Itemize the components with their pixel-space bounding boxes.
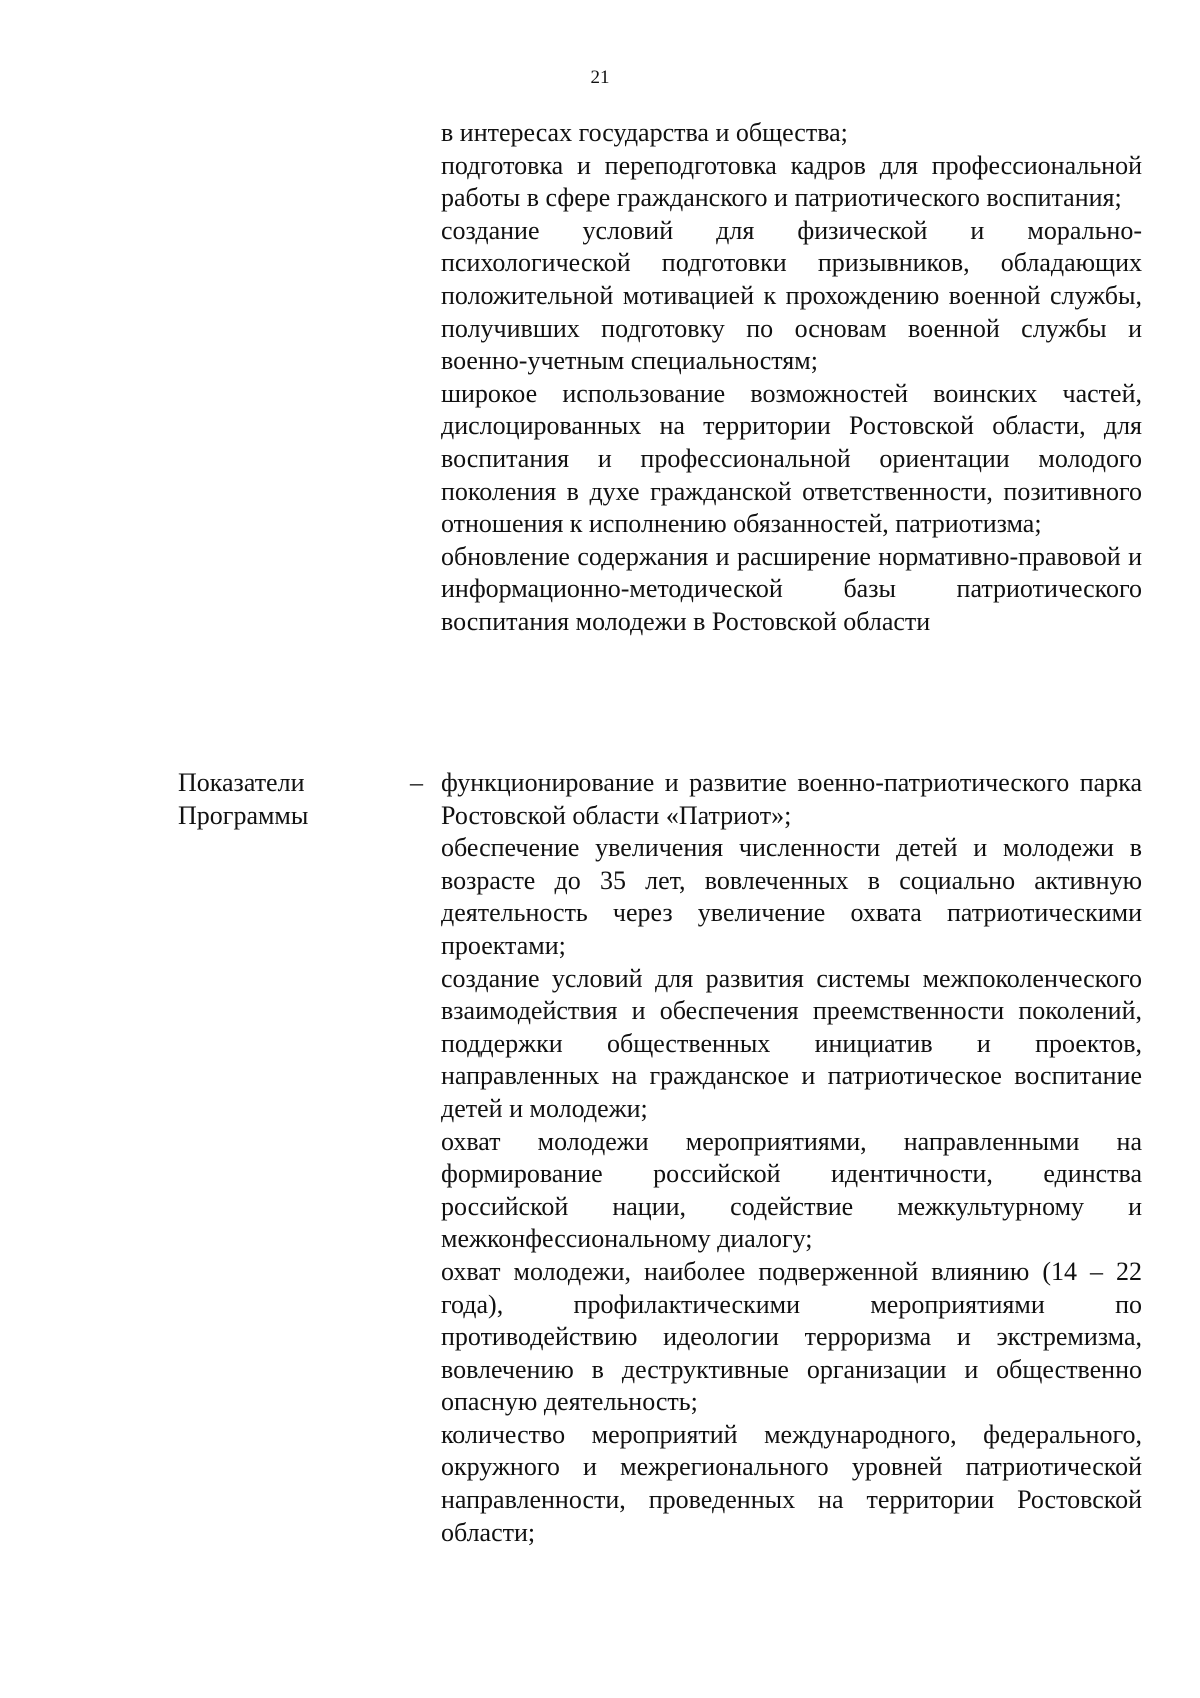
indicator-item: охват молодежи мероприятиями, направленными на формирование российской идентичности, единства российской нации, содействие межкультурному и межконфессиональному диалогу; — [441, 1126, 1142, 1254]
goal-item: создание условий для физической и морально-психологической подготовки призывников, обладающих положительной мотивацией к прохождению военной службы, получивших подготовку по основам военной службы и военно-учетным специальностям; — [441, 215, 1142, 376]
indicator-item: количество мероприятий международного, федерального, окружного и межрегионального уровней патриотической направленности, проведенных на территории Ростовской области; — [441, 1419, 1142, 1547]
indicator-item: функционирование и развитие военно-патриотического парка Ростовской области «Патриот»; — [441, 768, 1142, 830]
indicator-item: обеспечение увеличения численности детей и молодежи в возрасте до 35 лет, вовлеченных в социально активную деятельность через увеличение охвата патриотическими проектами; — [441, 833, 1142, 960]
label-separator-dash: – — [410, 768, 423, 797]
indicators-label-line2: Программы — [178, 800, 309, 830]
goal-item: подготовка и переподготовка кадров для профессиональной работы в сфере гражданского и патриотического воспитания; — [441, 150, 1142, 213]
goals-continuation-block — [441, 117, 1142, 639]
goal-item: широкое использование возможностей воинских частей, дислоцированных на территории Ростовской области, для воспитания и профессиональной ориентации молодого поколения в духе гражданской ответственности, позитивного отношения к исполнению обязанностей, патриотизма; — [441, 378, 1142, 539]
indicator-item: создание условий для развития системы межпоколенческого взаимодействия и обеспечения преемственности поколений, поддержки общественных инициатив и проектов, направленных на гражданское и патриотическое воспитание детей и молодежи; — [441, 963, 1142, 1123]
goal-item: в интересах государства и общества; — [441, 118, 848, 147]
indicators-label — [178, 767, 398, 832]
indicators-block — [441, 767, 1142, 1549]
indicators-label-line1: Показатели — [178, 768, 305, 797]
indicator-item: охват молодежи, наиболее подверженной влиянию (14 – 22 года), профилактическими мероприятиями по противодействию идеологии терроризма и экстремизма, вовлечению в деструктивные организации и общественно опасную деятельность; — [441, 1256, 1142, 1417]
goal-item: обновление содержания и расширение нормативно-правовой и информационно-методической базы патриотического воспитания молодежи в Ростовской области — [441, 541, 1142, 636]
page-number: 21 — [590, 67, 610, 88]
